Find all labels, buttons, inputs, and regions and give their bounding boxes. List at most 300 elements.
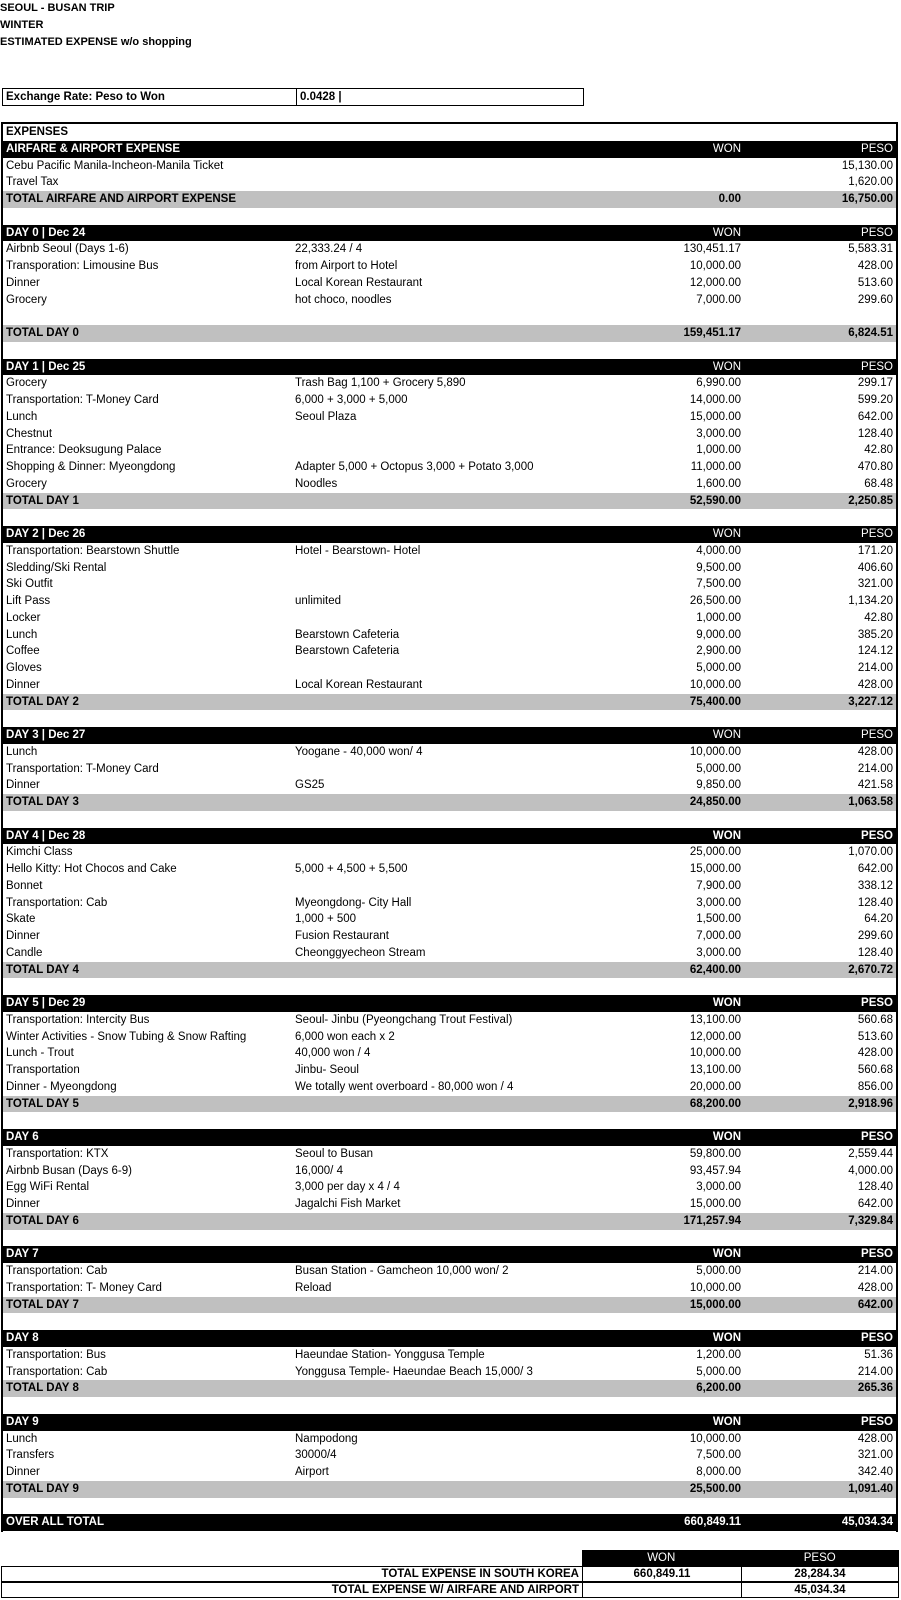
expense-won: 15,000.00 bbox=[689, 863, 741, 875]
season-label: WINTER bbox=[0, 19, 44, 31]
expense-won: 9,850.00 bbox=[696, 779, 741, 792]
expense-won: 7,500.00 bbox=[696, 1449, 741, 1462]
expense-peso: 321.00 bbox=[857, 1449, 893, 1462]
expense-row bbox=[3, 1196, 896, 1213]
expense-note: Noodles bbox=[295, 477, 338, 490]
expense-item: Transportation: T-Money Card bbox=[6, 762, 159, 775]
total-label: TOTAL DAY 6 bbox=[6, 1214, 79, 1227]
expense-won: 26,500.00 bbox=[689, 595, 741, 607]
expense-row bbox=[3, 1347, 896, 1364]
expense-won: 12,000.00 bbox=[689, 1030, 741, 1043]
total-label: TOTAL DAY 7 bbox=[6, 1298, 79, 1311]
expense-peso: 428.00 bbox=[857, 1281, 893, 1294]
total-peso: 3,227.12 bbox=[848, 695, 893, 708]
expense-won: 10,000.00 bbox=[689, 1432, 741, 1445]
expense-item: Grocery bbox=[6, 377, 47, 390]
total-label: TOTAL DAY 5 bbox=[6, 1097, 79, 1110]
peso-column-header: PESO bbox=[861, 829, 893, 842]
expense-row bbox=[3, 593, 896, 610]
won-column-header: WON bbox=[712, 729, 741, 741]
expense-note: Nampodong bbox=[295, 1432, 358, 1445]
peso-column-header: PESO bbox=[861, 729, 893, 741]
total-label: TOTAL DAY 9 bbox=[6, 1482, 79, 1495]
won-column-header: WON bbox=[712, 829, 741, 842]
expense-item: Cebu Pacific Manila-Incheon-Manila Ticket bbox=[6, 159, 224, 172]
expense-row bbox=[3, 543, 896, 560]
expense-item: Gloves bbox=[6, 662, 42, 674]
expense-item: Lunch bbox=[6, 1432, 38, 1445]
section-title: DAY 5 | Dec 29 bbox=[6, 997, 86, 1009]
section-header bbox=[3, 828, 896, 845]
expense-item: Transportation: Cab bbox=[6, 1365, 108, 1378]
total-won: 171,257.94 bbox=[683, 1214, 741, 1227]
won-column-header: WON bbox=[712, 1131, 741, 1143]
expense-peso: 171.20 bbox=[857, 544, 893, 557]
section-total-row bbox=[3, 325, 896, 342]
total-label: TOTAL DAY 0 bbox=[6, 327, 79, 339]
total-won: 0.00 bbox=[718, 193, 741, 205]
expense-won: 3,000.00 bbox=[696, 1181, 741, 1194]
expense-row bbox=[3, 426, 896, 443]
exchange-rate-label: Exchange Rate: Peso to Won bbox=[3, 89, 297, 105]
expense-row bbox=[3, 777, 896, 794]
expense-row bbox=[3, 1146, 896, 1163]
expense-peso: 128.40 bbox=[857, 1181, 893, 1194]
expense-peso: 42.80 bbox=[864, 611, 893, 624]
expense-row bbox=[3, 660, 896, 677]
expense-item: Transportation: Bearstown Shuttle bbox=[6, 544, 180, 557]
expense-item: Lunch bbox=[6, 628, 38, 641]
expense-row bbox=[3, 459, 896, 476]
expense-row bbox=[3, 1447, 896, 1464]
section-header bbox=[3, 225, 896, 242]
expense-row bbox=[3, 627, 896, 644]
expense-peso: 1,134.20 bbox=[848, 595, 893, 607]
summary-won bbox=[583, 1583, 742, 1597]
expense-peso: 128.40 bbox=[857, 896, 893, 909]
section-title: DAY 1 | Dec 25 bbox=[6, 360, 86, 373]
expense-item: Grocery bbox=[6, 477, 47, 490]
expense-won: 6,990.00 bbox=[696, 377, 741, 390]
expense-note: Bearstown Cafeteria bbox=[295, 645, 400, 658]
expense-peso: 470.80 bbox=[857, 461, 893, 473]
expense-row bbox=[3, 911, 896, 928]
peso-column-header: PESO bbox=[861, 1248, 893, 1261]
expense-won: 11,000.00 bbox=[690, 461, 741, 473]
expense-peso: 42.80 bbox=[864, 444, 893, 457]
exchange-rate-value[interactable]: 0.0428 | bbox=[300, 91, 342, 103]
expense-won: 1,500.00 bbox=[696, 913, 741, 926]
expense-peso: 421.58 bbox=[857, 779, 893, 792]
expense-item: Transportation: Cab bbox=[6, 896, 108, 909]
expense-row bbox=[3, 1364, 896, 1381]
total-peso: 7,329.84 bbox=[848, 1214, 893, 1227]
expense-row bbox=[3, 1431, 896, 1448]
section-header bbox=[3, 526, 896, 543]
expense-row bbox=[3, 275, 896, 292]
summary-label: TOTAL EXPENSE IN SOUTH KOREA bbox=[2, 1567, 583, 1581]
expense-item: Ski Outfit bbox=[6, 578, 53, 591]
expense-peso: 385.20 bbox=[857, 628, 893, 641]
expense-row bbox=[3, 1079, 896, 1096]
expense-row bbox=[3, 610, 896, 627]
expense-peso: 1,620.00 bbox=[848, 176, 893, 189]
expense-row bbox=[3, 392, 896, 409]
summary-peso: 45,034.34 bbox=[794, 1584, 846, 1596]
expense-item: Dinner bbox=[6, 779, 40, 792]
section-header bbox=[3, 1414, 896, 1431]
expense-won: 9,000.00 bbox=[696, 628, 741, 641]
expense-row bbox=[3, 476, 896, 493]
section-title: DAY 4 | Dec 28 bbox=[6, 829, 86, 842]
total-label: TOTAL AIRFARE AND AIRPORT EXPENSE bbox=[6, 193, 237, 205]
section-header bbox=[3, 1330, 896, 1347]
expense-peso: 51.36 bbox=[864, 1348, 893, 1361]
expense-won: 1,000.00 bbox=[696, 611, 741, 624]
peso-column-header: PESO bbox=[861, 1332, 893, 1344]
expense-won: 93,457.94 bbox=[689, 1164, 741, 1177]
section-header bbox=[3, 995, 896, 1012]
expense-won: 10,000.00 bbox=[689, 1047, 741, 1060]
expense-won: 5,000.00 bbox=[696, 662, 741, 674]
expense-peso: 428.00 bbox=[857, 678, 893, 691]
expense-note: Yonggusa Temple- Haeundae Beach 15,000/ 3 bbox=[295, 1365, 533, 1378]
section-title: DAY 6 bbox=[6, 1131, 39, 1143]
expense-peso: 4,000.00 bbox=[848, 1164, 893, 1177]
summary-label: TOTAL EXPENSE W/ AIRFARE AND AIRPORT bbox=[2, 1583, 583, 1597]
expense-row bbox=[3, 677, 896, 694]
expense-row bbox=[3, 158, 896, 175]
expense-item: Transporation: Limousine Bus bbox=[6, 260, 159, 272]
expense-note: Local Korean Restaurant bbox=[295, 678, 423, 691]
expense-row bbox=[3, 744, 896, 761]
expense-item: Transportation bbox=[6, 1064, 80, 1076]
section-header bbox=[3, 359, 896, 376]
summary-peso: 28,284.34 bbox=[794, 1568, 846, 1580]
total-peso: 265.36 bbox=[857, 1382, 893, 1395]
expense-peso: 68.48 bbox=[864, 477, 893, 490]
expense-row bbox=[3, 409, 896, 426]
expense-note: Reload bbox=[295, 1281, 332, 1294]
summary-header bbox=[582, 1550, 899, 1566]
expense-row bbox=[3, 861, 896, 878]
expense-row bbox=[3, 1280, 896, 1297]
section-title: DAY 3 | Dec 27 bbox=[6, 729, 86, 741]
expense-peso: 560.68 bbox=[857, 1064, 893, 1076]
expense-won: 20,000.00 bbox=[689, 1080, 741, 1093]
total-peso: 1,063.58 bbox=[848, 796, 893, 808]
section-total-row bbox=[3, 1481, 896, 1498]
expense-item: Dinner bbox=[6, 1466, 40, 1478]
total-won: 6,200.00 bbox=[696, 1382, 741, 1395]
expense-won: 3,000.00 bbox=[696, 896, 741, 909]
expense-item: Coffee bbox=[6, 645, 40, 658]
expense-row bbox=[3, 174, 896, 191]
expense-peso: 2,559.44 bbox=[848, 1147, 893, 1160]
expense-note: 16,000/ 4 bbox=[295, 1164, 343, 1177]
expense-item: Airbnb Busan (Days 6-9) bbox=[6, 1164, 132, 1177]
expense-note: Local Korean Restaurant bbox=[295, 276, 423, 289]
won-column-header: WON bbox=[712, 528, 741, 540]
total-label: TOTAL DAY 3 bbox=[6, 796, 79, 808]
expense-row bbox=[3, 1263, 896, 1280]
exchange-rate-box bbox=[2, 88, 584, 106]
expense-peso: 214.00 bbox=[857, 662, 893, 674]
expense-peso: 128.40 bbox=[857, 946, 893, 959]
expense-peso: 5,583.31 bbox=[848, 243, 893, 256]
expense-peso: 299.60 bbox=[857, 293, 893, 306]
expense-item: Winter Activities - Snow Tubing & Snow Rafting bbox=[6, 1030, 247, 1043]
expense-note: Bearstown Cafeteria bbox=[295, 628, 400, 641]
peso-column-header: PESO bbox=[861, 360, 893, 373]
expense-peso: 128.40 bbox=[857, 427, 893, 440]
expense-peso: 342.40 bbox=[857, 1466, 893, 1478]
expense-peso: 1,070.00 bbox=[848, 846, 893, 859]
expense-item: Kimchi Class bbox=[6, 846, 73, 859]
section-title: DAY 2 | Dec 26 bbox=[6, 528, 86, 540]
expense-row bbox=[3, 258, 896, 275]
expense-peso: 406.60 bbox=[857, 561, 893, 574]
expense-row bbox=[3, 560, 896, 577]
expense-item: Hello Kitty: Hot Chocos and Cake bbox=[6, 863, 177, 875]
expense-row bbox=[3, 895, 896, 912]
expense-won: 5,000.00 bbox=[696, 762, 741, 775]
overall-total-label: OVER ALL TOTAL bbox=[6, 1516, 104, 1529]
total-won: 159,451.17 bbox=[683, 327, 741, 339]
expense-won: 7,000.00 bbox=[696, 930, 741, 942]
section-total-row bbox=[3, 1380, 896, 1397]
expense-row bbox=[3, 1012, 896, 1029]
expense-row bbox=[3, 945, 896, 962]
expense-won: 5,000.00 bbox=[696, 1265, 741, 1277]
expense-won: 2,900.00 bbox=[696, 645, 741, 658]
total-label: TOTAL DAY 4 bbox=[6, 963, 79, 976]
won-column-header: WON bbox=[712, 360, 741, 373]
expense-won: 9,500.00 bbox=[696, 561, 741, 574]
expense-note: Haeundae Station- Yonggusa Temple bbox=[295, 1348, 485, 1361]
total-won: 15,000.00 bbox=[689, 1298, 741, 1311]
total-peso: 1,091.40 bbox=[848, 1482, 893, 1495]
expense-row bbox=[3, 643, 896, 660]
expense-item: Transfers bbox=[6, 1449, 55, 1462]
section-header bbox=[3, 727, 896, 744]
expense-won: 13,100.00 bbox=[689, 1064, 741, 1076]
expense-row bbox=[3, 292, 896, 309]
expense-won: 10,000.00 bbox=[689, 260, 741, 272]
expense-row bbox=[3, 844, 896, 861]
won-column-header: WON bbox=[712, 1332, 741, 1344]
won-column-header: WON bbox=[712, 226, 741, 239]
expense-note: Fusion Restaurant bbox=[295, 930, 389, 942]
section-title: DAY 8 bbox=[6, 1332, 39, 1344]
expense-note: unlimited bbox=[295, 595, 342, 607]
expense-row bbox=[3, 928, 896, 945]
expenses-table bbox=[1, 122, 898, 1532]
expense-note: 1,000 + 500 bbox=[295, 913, 357, 926]
section-total-row bbox=[3, 1297, 896, 1314]
total-label: TOTAL DAY 8 bbox=[6, 1382, 79, 1395]
expense-item: Bonnet bbox=[6, 879, 43, 892]
expense-peso: 513.60 bbox=[857, 1030, 893, 1043]
expense-won: 4,000.00 bbox=[696, 544, 741, 557]
overall-total-peso: 45,034.34 bbox=[841, 1516, 893, 1529]
expense-won: 59,800.00 bbox=[689, 1147, 741, 1160]
expense-won: 15,000.00 bbox=[689, 410, 741, 423]
expense-note: Seoul to Busan bbox=[295, 1147, 374, 1160]
summary-won: 660,849.11 bbox=[583, 1567, 742, 1581]
expense-item: Dinner bbox=[6, 930, 40, 942]
expense-item: Dinner - Myeongdong bbox=[6, 1080, 117, 1093]
expense-won: 7,900.00 bbox=[696, 879, 741, 892]
expense-note: Jagalchi Fish Market bbox=[295, 1198, 401, 1210]
expense-won: 1,000.00 bbox=[696, 444, 741, 457]
total-peso: 16,750.00 bbox=[841, 193, 893, 205]
expense-note: Airport bbox=[295, 1466, 329, 1478]
peso-column-header: PESO bbox=[861, 142, 893, 155]
expense-note: 6,000 + 3,000 + 5,000 bbox=[295, 394, 408, 406]
expense-won: 1,200.00 bbox=[696, 1348, 741, 1361]
expense-note: We totally went overboard - 80,000 won / 4 bbox=[295, 1080, 514, 1093]
expense-item: Transportation: KTX bbox=[6, 1147, 109, 1160]
expense-item: Lunch bbox=[6, 410, 38, 423]
expense-peso: 642.00 bbox=[857, 1198, 893, 1210]
expense-note: GS25 bbox=[295, 779, 325, 792]
expense-item: Skate bbox=[6, 913, 36, 926]
expense-item: Chestnut bbox=[6, 427, 53, 440]
expense-note: 6,000 won each x 2 bbox=[295, 1030, 395, 1043]
expense-item: Transportation: Intercity Bus bbox=[6, 1013, 150, 1026]
estimate-label: ESTIMATED EXPENSE w/o shopping bbox=[0, 36, 192, 48]
expense-won: 10,000.00 bbox=[689, 745, 741, 758]
summary-row-airfare bbox=[1, 1582, 899, 1598]
expense-item: Transportation: Cab bbox=[6, 1265, 108, 1277]
section-total-row bbox=[3, 191, 896, 208]
expense-note: 40,000 won / 4 bbox=[295, 1047, 371, 1060]
trip-title: SEOUL - BUSAN TRIP bbox=[0, 2, 115, 14]
total-peso: 2,670.72 bbox=[848, 963, 893, 976]
expense-item: Lunch bbox=[6, 745, 38, 758]
expense-note: Cheonggyecheon Stream bbox=[295, 946, 426, 959]
won-column-header: WON bbox=[712, 997, 741, 1009]
expense-won: 13,100.00 bbox=[689, 1013, 741, 1026]
expense-peso: 321.00 bbox=[857, 578, 893, 591]
expense-won: 5,000.00 bbox=[696, 1365, 741, 1378]
section-title: DAY 0 | Dec 24 bbox=[6, 226, 86, 239]
section-header bbox=[3, 141, 896, 158]
expense-peso: 64.20 bbox=[864, 913, 893, 926]
expense-item: Entrance: Deoksugung Palace bbox=[6, 444, 162, 457]
total-peso: 2,918.96 bbox=[848, 1097, 893, 1110]
summary-row-korea bbox=[1, 1566, 899, 1582]
won-column-header: WON bbox=[712, 142, 741, 155]
total-won: 52,590.00 bbox=[689, 494, 741, 507]
expense-peso: 599.20 bbox=[857, 394, 893, 406]
expense-peso: 642.00 bbox=[857, 863, 893, 875]
expense-peso: 214.00 bbox=[857, 762, 893, 775]
expense-item: Transportation: Bus bbox=[6, 1348, 106, 1361]
expense-row bbox=[3, 878, 896, 895]
expense-note: 30000/4 bbox=[295, 1449, 337, 1462]
expense-peso: 856.00 bbox=[857, 1080, 893, 1093]
expense-note: Yoogane - 40,000 won/ 4 bbox=[295, 745, 423, 758]
total-won: 75,400.00 bbox=[689, 695, 741, 708]
section-header bbox=[3, 1129, 896, 1146]
expense-item: Transportation: T- Money Card bbox=[6, 1281, 162, 1294]
expense-row bbox=[3, 442, 896, 459]
section-title: DAY 7 bbox=[6, 1248, 39, 1261]
expense-peso: 428.00 bbox=[857, 1047, 893, 1060]
expense-peso: 642.00 bbox=[857, 410, 893, 423]
expense-item: Lift Pass bbox=[6, 595, 51, 607]
expense-note: Seoul- Jinbu (Pyeongchang Trout Festival) bbox=[295, 1013, 513, 1026]
section-total-row bbox=[3, 1213, 896, 1230]
expense-note: 22,333.24 / 4 bbox=[295, 243, 363, 256]
expense-row bbox=[3, 1045, 896, 1062]
expense-item: Locker bbox=[6, 611, 41, 624]
expense-item: Travel Tax bbox=[6, 176, 59, 189]
expense-won: 25,000.00 bbox=[689, 846, 741, 859]
expense-won: 130,451.17 bbox=[683, 243, 741, 256]
expense-peso: 214.00 bbox=[857, 1365, 893, 1378]
expense-note: Adapter 5,000 + Octopus 3,000 + Potato 3,000 bbox=[295, 461, 534, 473]
expense-note: Seoul Plaza bbox=[295, 410, 357, 423]
expense-item: Grocery bbox=[6, 293, 47, 306]
expense-item: Shopping & Dinner: Myeongdong bbox=[6, 461, 176, 473]
expense-peso: 428.00 bbox=[857, 745, 893, 758]
total-won: 68,200.00 bbox=[689, 1097, 741, 1110]
peso-column-header: PESO bbox=[861, 226, 893, 239]
expense-row bbox=[3, 1464, 896, 1481]
expense-row bbox=[3, 576, 896, 593]
expense-note: Hotel - Bearstown- Hotel bbox=[295, 544, 421, 557]
section-title: AIRFARE & AIRPORT EXPENSE bbox=[6, 142, 181, 155]
total-won: 24,850.00 bbox=[689, 796, 741, 808]
expense-note: from Airport to Hotel bbox=[295, 260, 398, 272]
expense-peso: 124.12 bbox=[857, 645, 893, 658]
section-total-row bbox=[3, 493, 896, 510]
total-peso: 6,824.51 bbox=[848, 327, 893, 339]
expense-row bbox=[3, 761, 896, 778]
expense-item: Egg WiFi Rental bbox=[6, 1181, 90, 1194]
expense-peso: 299.60 bbox=[857, 930, 893, 942]
expense-won: 1,600.00 bbox=[696, 477, 741, 490]
expenses-title: EXPENSES bbox=[6, 126, 68, 138]
expense-item: Candle bbox=[6, 946, 43, 959]
expense-row bbox=[3, 1163, 896, 1180]
expense-won: 10,000.00 bbox=[689, 678, 741, 691]
expense-peso: 15,130.00 bbox=[841, 159, 893, 172]
peso-column-header: PESO bbox=[861, 1131, 893, 1143]
total-peso: 2,250.85 bbox=[848, 494, 893, 507]
overall-total-won: 660,849.11 bbox=[684, 1516, 741, 1529]
section-total-row bbox=[3, 794, 896, 811]
expense-peso: 338.12 bbox=[857, 879, 893, 892]
expense-item: Sledding/Ski Rental bbox=[6, 561, 107, 574]
expense-won: 7,500.00 bbox=[696, 578, 741, 591]
total-label: TOTAL DAY 2 bbox=[6, 695, 79, 708]
expense-item: Transportation: T-Money Card bbox=[6, 394, 159, 406]
total-won: 25,500.00 bbox=[689, 1482, 741, 1495]
section-total-row bbox=[3, 694, 896, 711]
expense-won: 15,000.00 bbox=[689, 1198, 741, 1210]
section-title: DAY 9 bbox=[6, 1415, 39, 1428]
expense-won: 3,000.00 bbox=[696, 427, 741, 440]
expense-note: Busan Station - Gamcheon 10,000 won/ 2 bbox=[295, 1265, 509, 1277]
expense-row bbox=[3, 241, 896, 258]
expense-note: Myeongdong- City Hall bbox=[295, 896, 412, 909]
expense-row bbox=[3, 308, 896, 325]
section-header bbox=[3, 1246, 896, 1263]
